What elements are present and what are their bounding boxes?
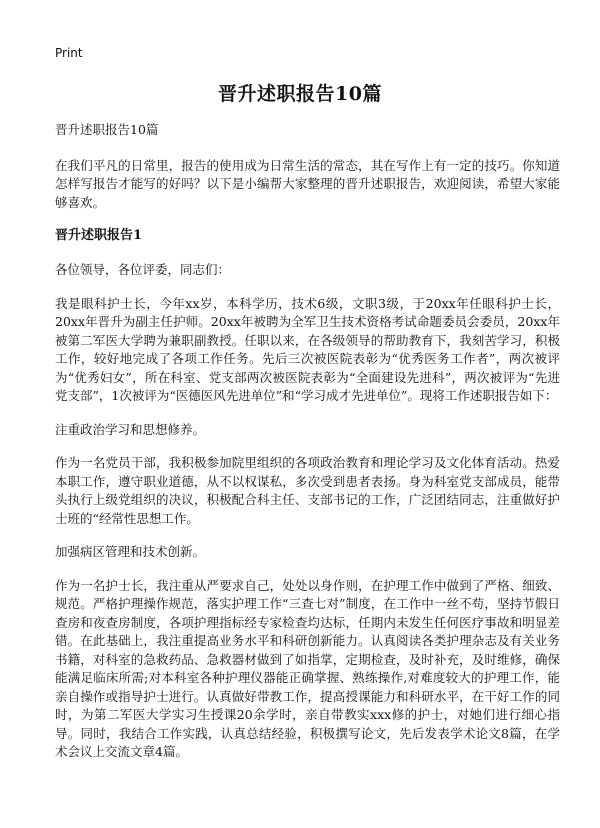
section-heading: 晋升述职报告1 <box>55 228 143 243</box>
subheading-politics: 注重政治学习和思想修养。 <box>55 421 206 437</box>
subheading-management: 加强病区管理和技术创新。 <box>55 544 206 559</box>
page-title: 晋升述职报告10篇 <box>218 83 382 105</box>
body-paragraph-1: 我是眼科护士长，今年xx岁，本科学历，技术6级，文职3级，于20xx年任眼科护士长，20xx年晋升为副主任护师。20xx年被聘为全军卫生技术资格考试命题委员会委员，20xx年被第二军医大学聘为兼职副教授。任职以来，在各级领导的帮助教育下，我刻苦学习，积极工作，较好地完成了各项工作任务。先后三次被医院表彰为“优秀医务工作者”，两次被评为“优秀妇女”，所在科室、党支部两次被医院表彰为“全面建设先进科”，两次被评为“先进党支部”，1次被评为“医德医风先进单位”和“学习成才先进单位”。现将工作述职报告如下： <box>55 295 560 403</box>
greeting-line: 各位领导，各位评委，同志们： <box>55 262 231 277</box>
print-link[interactable]: Print <box>55 46 83 60</box>
document-subtitle: 晋升述职报告10篇 <box>55 122 159 137</box>
intro-paragraph: 在我们平凡的日常里，报告的使用成为日常生活的常态，其在写作上有一定的技巧。你知道怎样写报告才能写的好吗？以下是小编帮大家整理的晋升述职报告，欢迎阅读，希望大家能够喜欢。 <box>55 157 560 210</box>
body-paragraph-2: 作为一名党员干部，我积极参加院里组织的各项政治教育和理论学习及文化体育活动。热爱本职工作，遵守职业道德，从不以权谋私，多次受到患者表扬。身为科室党支部成员，能带头执行上级党组织的决议，积极配合科主任、支部书记的工作，广泛团结同志，注重做好护士班的“经常性思想工作。 <box>55 455 560 526</box>
body-paragraph-3: 作为一名护士长，我注重从严要求自己，处处以身作则，在护理工作中做到了严格、细致、规范。严格护理操作规范，落实护理工作“三查七对”制度，在工作中一丝不苟，坚持节假日查房和夜查房制度，各项护理指标经专家检查均达标，任期内未发生任何医疗事故和明显差错。在此基础上，我注重提高业务水平和科研创新能力。认真阅读各类护理杂志及有关业务书籍，对科室的急救药品、急救器材做到了如指掌，定期检查，及时补充，及时维修，确保能满足临床所需;对本科室各种护理仪器能正确掌握、熟练操作,对难度较大的护理工作，能亲自操作或指导护士进行。认真做好带教工作，提高授课能力和科研水平，在干好工作的同时，为第二军医大学实习生授课20余学时，亲自带教实xxx修的护士，对她们进行细心指导。同时，我结合工作实践，认真总结经验，积极撰写论文，先后发表学术论文8篇，在学术会议上交流文章4篇。 <box>55 577 560 759</box>
document-body <box>55 121 560 777</box>
